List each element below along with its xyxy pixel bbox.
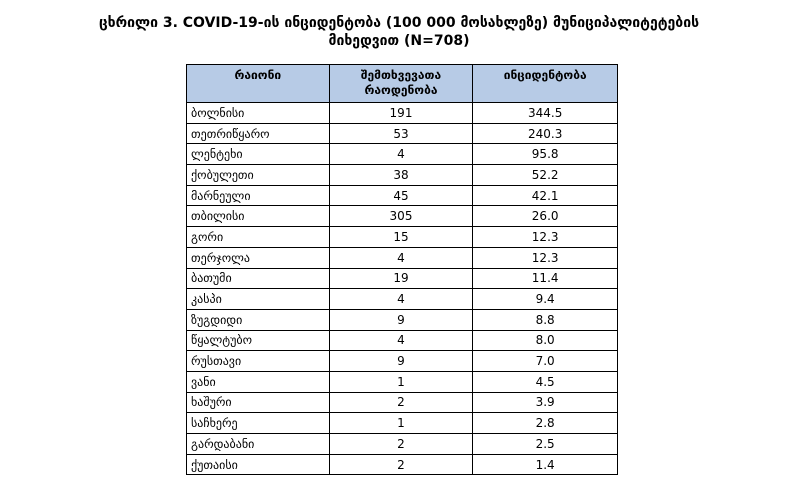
incidence-cell: 12.3 [473,227,618,248]
table-row [187,268,618,289]
incidence-cell: 1.4 [473,454,618,475]
table-header-row [187,65,618,103]
column-header-cases: შემთხვევათა რაოდენობა [329,65,473,103]
table-row [187,206,618,227]
incidence-cell: 2.5 [473,434,618,455]
district-name-cell: ზუგდიდი [187,309,330,330]
district-name-cell: ვანი [187,371,330,392]
cases-cell: 9 [329,309,473,330]
incidence-cell: 2.8 [473,413,618,434]
incidence-cell: 52.2 [473,165,618,186]
incidence-cell: 9.4 [473,289,618,310]
district-name-cell: თერჯოლა [187,247,330,268]
incidence-cell: 240.3 [473,123,618,144]
table-row [187,185,618,206]
table-row [187,247,618,268]
column-header-district: რაიონი [187,65,330,103]
cases-cell: 2 [329,454,473,475]
incidence-cell: 11.4 [473,268,618,289]
cases-cell: 1 [329,413,473,434]
cases-cell: 2 [329,434,473,455]
district-name-cell: ლენტეხი [187,144,330,165]
incidence-table [186,64,618,475]
table-row [187,454,618,475]
incidence-cell: 42.1 [473,185,618,206]
table-row [187,413,618,434]
incidence-cell: 3.9 [473,392,618,413]
district-name-cell: წყალტუბო [187,330,330,351]
incidence-cell: 8.0 [473,330,618,351]
table-row [187,351,618,372]
table-header [187,65,618,103]
table-caption [0,14,798,50]
cases-cell: 45 [329,185,473,206]
table-row [187,289,618,310]
table-row [187,371,618,392]
cases-cell: 191 [329,103,473,124]
incidence-cell: 7.0 [473,351,618,372]
district-name-cell: ბოლნისი [187,103,330,124]
column-header-incidence: ინციდენტობა [473,65,618,103]
table-row [187,227,618,248]
cases-cell: 15 [329,227,473,248]
cases-cell: 4 [329,289,473,310]
table-row [187,165,618,186]
district-name-cell: თეთრიწყარო [187,123,330,144]
table-row [187,330,618,351]
cases-cell: 305 [329,206,473,227]
cases-cell: 4 [329,330,473,351]
district-name-cell: საჩხერე [187,413,330,434]
cases-cell: 19 [329,268,473,289]
incidence-cell: 4.5 [473,371,618,392]
incidence-cell: 344.5 [473,103,618,124]
district-name-cell: ქუთაისი [187,454,330,475]
district-name-cell: კასპი [187,289,330,310]
table-row [187,144,618,165]
cases-cell: 9 [329,351,473,372]
table-row [187,392,618,413]
table-row [187,123,618,144]
incidence-cell: 8.8 [473,309,618,330]
cases-cell: 2 [329,392,473,413]
district-name-cell: თბილისი [187,206,330,227]
district-name-cell: მარნეული [187,185,330,206]
cases-cell: 4 [329,144,473,165]
table-row [187,103,618,124]
district-name-cell: რუსთავი [187,351,330,372]
table-body [187,103,618,475]
incidence-cell: 12.3 [473,247,618,268]
district-name-cell: გარდაბანი [187,434,330,455]
district-name-cell: გორი [187,227,330,248]
cases-cell: 1 [329,371,473,392]
cases-cell: 38 [329,165,473,186]
table-caption-line-1: ცხრილი 3. COVID-19-ის ინციდენტობა (100 000 მოსახლეზე) მუნიციპალიტეტების [98,15,700,31]
district-name-cell: ბათუმი [187,268,330,289]
table-row [187,434,618,455]
cases-cell: 53 [329,123,473,144]
incidence-cell: 26.0 [473,206,618,227]
district-name-cell: ხაშური [187,392,330,413]
incidence-cell: 95.8 [473,144,618,165]
cases-cell: 4 [329,247,473,268]
table-caption-line-2: მიხედვით (N=708) [328,33,470,49]
district-name-cell: ქობულეთი [187,165,330,186]
table-row [187,309,618,330]
